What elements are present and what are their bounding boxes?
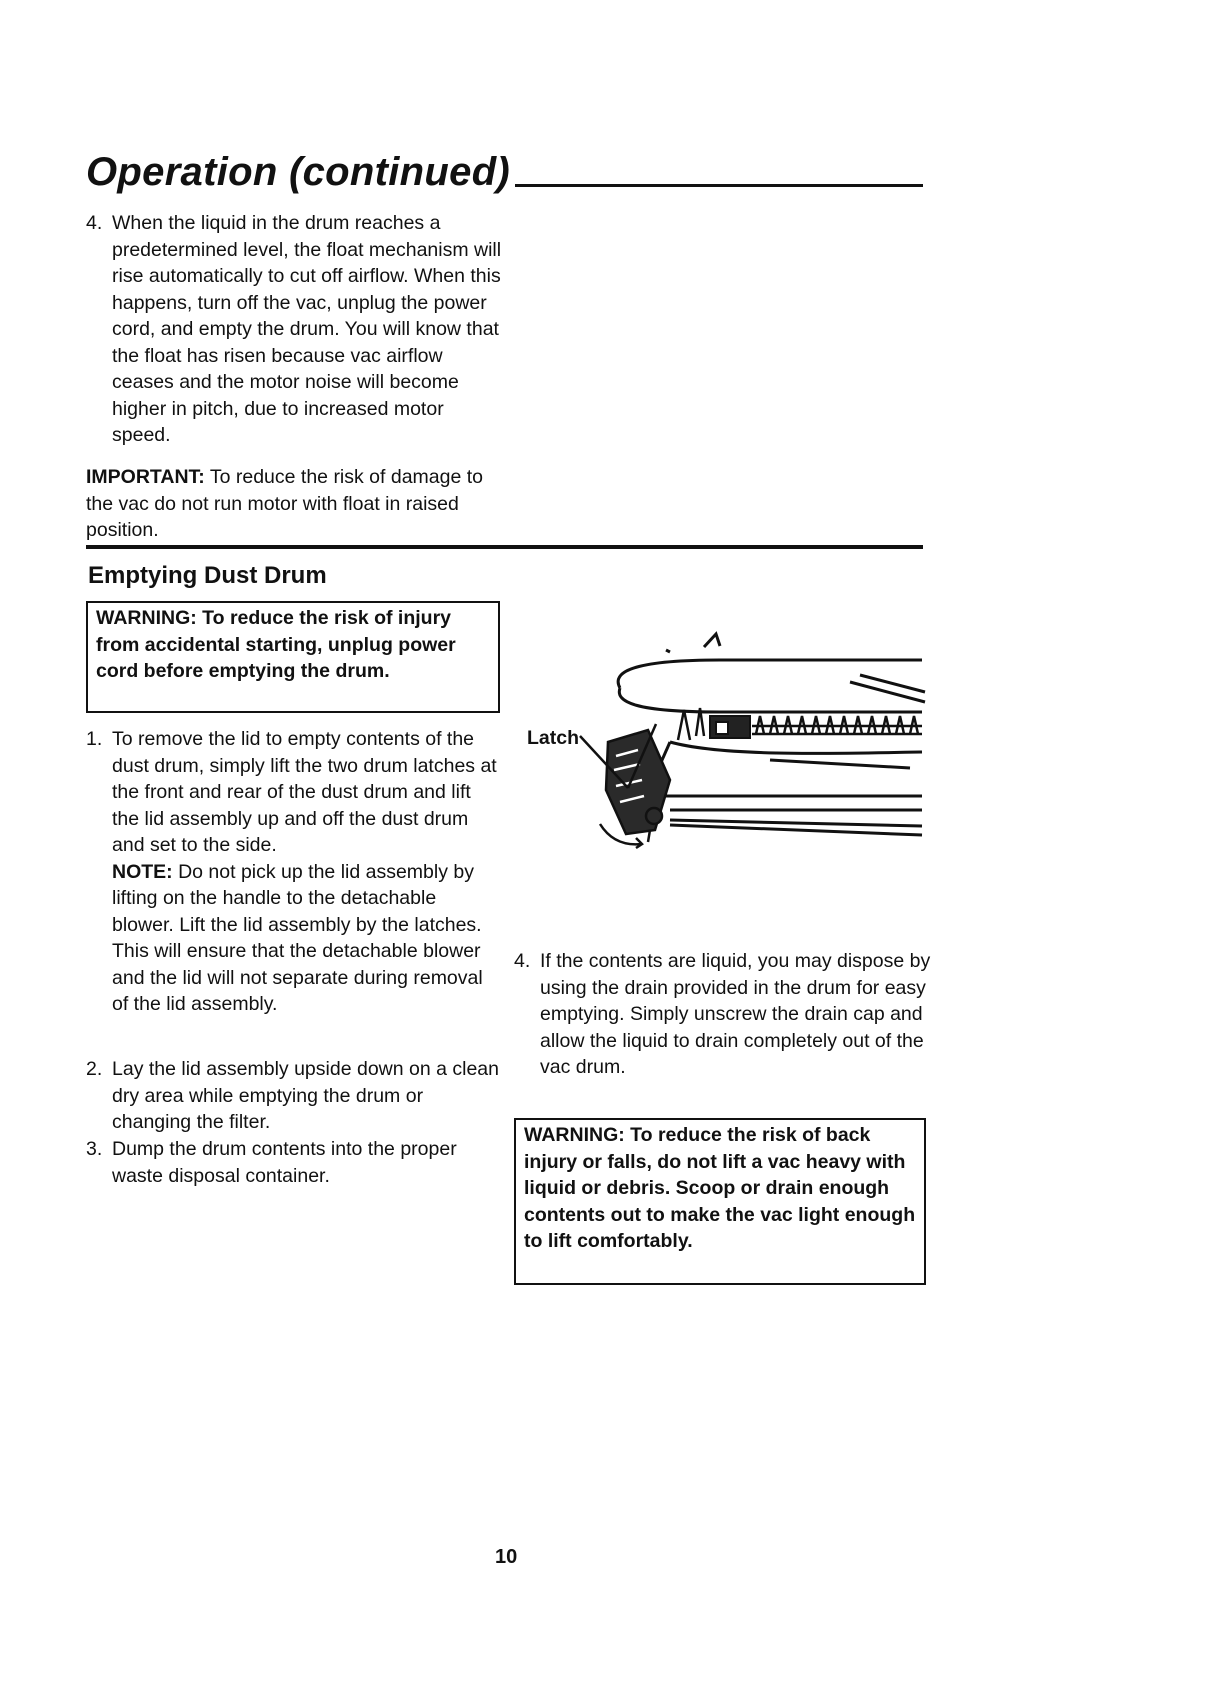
latch-label: Latch xyxy=(527,727,580,749)
lid-top xyxy=(618,634,925,712)
step-number: 4. xyxy=(514,950,531,972)
step-number: 2. xyxy=(86,1058,103,1080)
step-text: If the contents are liquid, you may dispose by using the drain provided in the drum for easy emptying. Simply unscrew the drain cap and allow the liquid to drain completely out of the vac drum. xyxy=(540,950,931,1078)
step-number: 1. xyxy=(86,728,103,750)
step-4 xyxy=(514,948,934,1081)
drum-rim xyxy=(640,742,922,835)
title-rule xyxy=(515,184,923,187)
important-text: To reduce the risk of damage to the vac do not run motor with float in raised position. xyxy=(86,466,484,541)
step-number: 3. xyxy=(86,1138,103,1160)
section-rule xyxy=(86,545,923,549)
step-text: To remove the lid to empty contents of the dust drum, simply lift the two drum latches at the front and rear of the dust drum and lift the lid assembly up and off the dust drum and set to the side. xyxy=(112,728,497,856)
page-number: 10 xyxy=(495,1546,518,1568)
note-text: Do not pick up the lid assembly by lifting on the handle to the detachable blower. Lift the lid assembly by the latches. This will ensure that the detachable blower and the lid will not separate during removal of the lid assembly. xyxy=(112,860,483,1015)
step-1 xyxy=(86,726,502,1018)
latch xyxy=(710,716,750,738)
lid-latch-illustration xyxy=(520,630,930,930)
page-title: Operation (continued) xyxy=(86,150,511,194)
important-note xyxy=(86,464,496,544)
intro-step-4 xyxy=(86,210,502,449)
step-text: When the liquid in the drum reaches a predetermined level, the float mechanism will rise automatically to cut off airflow. When this happens, turn off the vac, unplug the power cord, and empty the drum. You will know that the float has risen because vac airflow ceases and the motor noise will become higher in pitch, due to increased motor speed. xyxy=(112,212,502,446)
step-3 xyxy=(86,1136,502,1189)
note-label: NOTE: xyxy=(112,860,173,883)
step-number: 4. xyxy=(86,212,103,234)
warning-box-back-injury: WARNING: To reduce the risk of back injury or falls, do not lift a vac heavy with liquid or debris. Scoop or drain enough contents out to make the vac light enough to lift comfortably. xyxy=(514,1118,926,1285)
drum-latch-clip xyxy=(606,730,670,842)
warning-box-injury: WARNING: To reduce the risk of injury from accidental starting, unplug power cord before emptying the drum. xyxy=(86,601,500,713)
section-title: Emptying Dust Drum xyxy=(88,562,327,589)
note xyxy=(112,859,502,1018)
step-2 xyxy=(86,1056,502,1136)
important-label: IMPORTANT: xyxy=(86,466,205,488)
step-text: Lay the lid assembly upside down on a clean dry area while emptying the drum or changing the filter. xyxy=(112,1058,499,1133)
step-text: Dump the drum contents into the proper waste disposal container. xyxy=(112,1138,457,1187)
